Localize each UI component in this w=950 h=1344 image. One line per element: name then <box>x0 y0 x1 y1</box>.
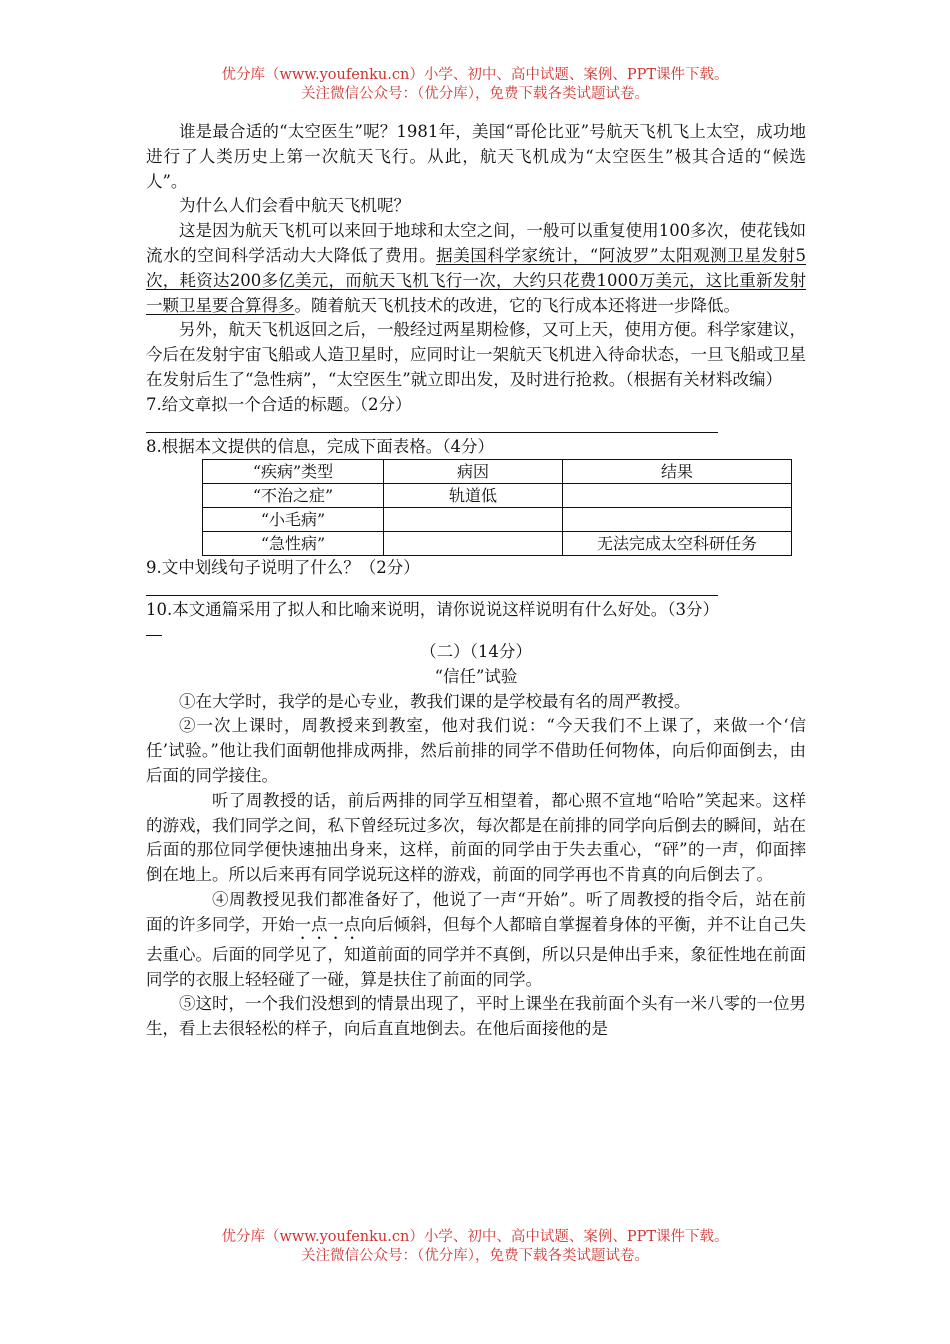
table-row <box>203 508 792 532</box>
table-cell[interactable] <box>384 532 563 556</box>
article-paragraph-4: 另外，航天飞机返回之后，一般经过两星期检修，又可上天，使用方便。科学家建议，今后在发射宇宙飞船或人造卫星时，应同时让一架航天飞机进入待命状态，一旦飞船或卫星在发射后生了“急性病”，“太空医生”就立即出发，及时进行抢救。（根据有关材料改编） <box>146 320 806 389</box>
question-7: 7.给文章拟一个合适的标题。（2分） <box>146 394 412 414</box>
table-cell[interactable] <box>563 484 792 508</box>
table-cell[interactable] <box>384 508 563 532</box>
table-header-row <box>203 460 792 484</box>
banner-line-1: 优分库（www.youfenku.cn）小学、初中、高中试题、案例、PPT课件下载。 <box>221 67 729 83</box>
table-cell: 轨道低 <box>384 484 563 508</box>
story-paragraph-1: ①在大学时，我学的是心专业，教我们课的是学校最有名的周严教授。 <box>179 691 691 711</box>
table-header-cell: 结果 <box>563 460 792 484</box>
answer-line-7[interactable] <box>146 418 718 433</box>
footer-banner <box>0 1228 950 1266</box>
table-cell: “不治之症” <box>203 484 384 508</box>
answer-line-9[interactable] <box>146 581 718 596</box>
story-paragraph-3: 听了周教授的话，前后两排的同学互相望着，都心照不宣地“哈哈”笑起来。这样的游戏，我们同学之间，私下曾经玩过多次，每次都是在前排的同学向后倒去的瞬间，站在后面的那位同学便快速抽出身来，这样，前面的同学由于失去重心，“砰”的一声，仰面摔倒在地上。所以后来再有同学说玩这样的游戏，前面的同学再也不肯真的向后倒去了。 <box>146 790 806 885</box>
emphasized-phrase: 一点一点 <box>294 914 361 934</box>
table-cell: 无法完成太空科研任务 <box>563 532 792 556</box>
question-9: 9.文中划线句子说明了什么？（2分） <box>146 558 420 578</box>
story-paragraph-4 <box>146 888 806 992</box>
article-paragraph-1: 谁是最合适的“太空医生”呢？1981年，美国“哥伦比亚”号航天飞机飞上太空，成功地进行了人类历史上第一次航天飞行。从此，航天飞机成为“太空医生”极其合适的“候选人”。 <box>146 122 806 191</box>
table-row <box>203 532 792 556</box>
header-banner <box>0 66 950 104</box>
article-paragraph-2: 为什么人们会看中航天飞机呢？ <box>179 196 410 216</box>
banner-line-2: 关注微信公众号：（优分库），免费下载各类试题试卷。 <box>301 1248 649 1264</box>
table-cell: “急性病” <box>203 532 384 556</box>
question-10: 10.本文通篇采用了拟人和比喻来说明，请你说说这样说明有什么好处。（3分） <box>146 600 719 620</box>
article-paragraph-3 <box>146 219 806 318</box>
question-8: 8.根据本文提供的信息，完成下面表格。（4分） <box>146 436 494 456</box>
disease-table <box>202 459 792 556</box>
table-cell[interactable] <box>563 508 792 532</box>
answer-line-10[interactable] <box>146 623 162 636</box>
document-body <box>146 120 806 1042</box>
story-paragraph-2: ②一次上课时，周教授来到教室，他对我们说：“今天我们不上课了，来做一个‘信任’试验。”他让我们面朝他排成两排，然后前排的同学不借助任何物体，向后仰面倒去，由后面的同学接住。 <box>146 716 806 785</box>
paragraph-3-end: 。随着航天飞机技术的改进，它的飞行成本还将进一步降低。 <box>294 295 740 315</box>
table-row <box>203 484 792 508</box>
section-heading: （二）（14分） <box>420 641 532 661</box>
underlined-sentence: 据美国科学家统计，“阿波罗”太阳观测卫星发射5次，耗资达200多亿美元，而航天飞机飞行一次，大约只花费1000万美元，这比重新发射一颗卫星要合算得多 <box>146 245 807 315</box>
table-header-cell: “疾病”类型 <box>203 460 384 484</box>
banner-line-1: 优分库（www.youfenku.cn）小学、初中、高中试题、案例、PPT课件下载。 <box>221 1229 729 1245</box>
table-cell: “小毛病” <box>203 508 384 532</box>
story-title: “信任”试验 <box>434 666 518 686</box>
table-header-cell: 病因 <box>384 460 563 484</box>
paragraph-4-start: ④周教授见我们都准备好了，他说了一声“开始”。听了周教授的指令后，站在前面的许多同学，开始 <box>146 889 806 934</box>
paragraph-4-end: 向后倾斜，但每个人都暗自掌握着身体的平衡，并不让自己失去重心。后面的同学见了，知道前面的同学并不真倒，所以只是伸出手来，象征性地在前面同学的衣服上轻轻碰了一碰，算是扶住了前面的同学。 <box>146 914 806 989</box>
banner-line-2: 关注微信公众号：（优分库），免费下载各类试题试卷。 <box>301 86 649 102</box>
story-paragraph-5: ⑤这时，一个我们没想到的情景出现了，平时上课坐在我前面个头有一米八零的一位男生，看上去很轻松的样子，向后直直地倒去。在他后面接他的是 <box>146 994 806 1039</box>
paragraph-3-start: 这是因为航天飞机可以来回于地球和太空之间，一般可以重复使用100多次，使花钱如流水的空间科学活动大大降低了费用。 <box>146 221 806 265</box>
